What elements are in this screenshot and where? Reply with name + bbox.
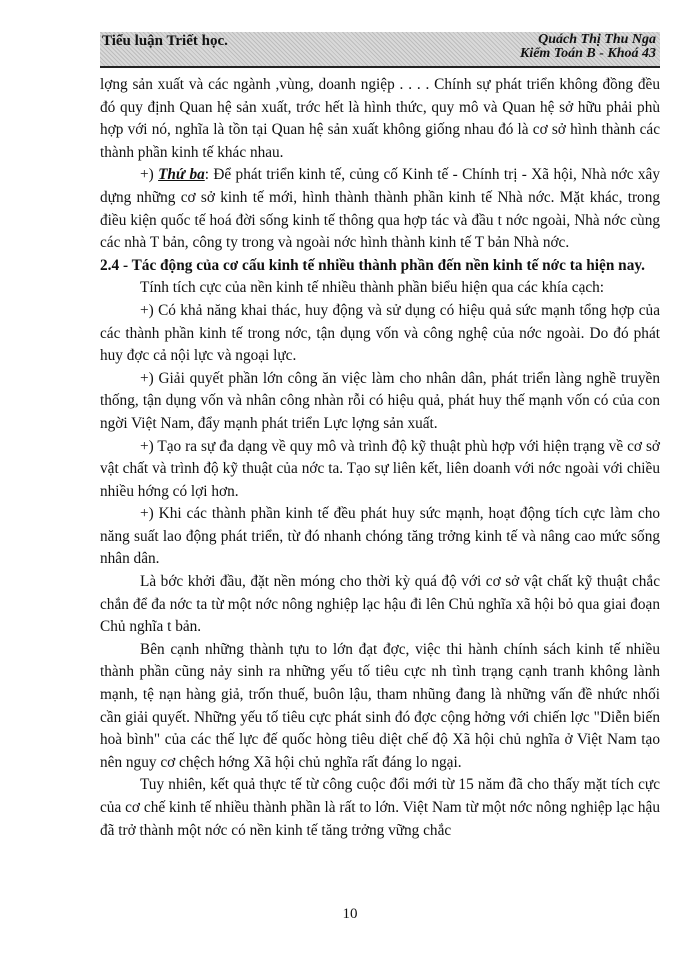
- paragraph: Bên cạnh những thành tựu to lớn đạt đợc, việc thi hành chính sách kinh tế nhiều thành phần cũng nảy sinh ra những yếu tố tiêu cực nh tình trạng cạnh tranh không lành mạnh, tệ nạn hàng giả, trốn thuế, buôn lậu, tham nhũng đang là những vấn đề nhức nhối cần giải quyết. Những yếu tố tiêu cực phát sinh đó đợc cộng hởng với chiến lợc "Diễn biến hoà bình" của các thế lực đế quốc hòng tiêu diệt chế độ Xã hội chủ nghĩa ở Việt Nam tạo nên nguy cơ chệch hớng Xã hội chủ nghĩa rất đáng lo ngại.: [100, 640, 660, 771]
- paragraph: +) Tạo ra sự đa dạng về quy mô và trình độ kỹ thuật phù hợp với hiện trạng về cơ sở vật chất và trình độ kỹ thuật của nớc ta. Tạo sự liên kết, liên doanh với nớc ngoài với chiều nhiều hớng có lợi hơn.: [100, 437, 660, 500]
- paragraph-text: : Để phát triển kinh tế, củng cố Kinh tế - Chính trị - Xã hội, Nhà nớc xây dựng những cơ sở kinh tế mới, hình thành thành phần kinh tế Nhà nớc. Mặt khác, trong điều kiện quốc tế hoá đời sống kinh tế thông qua hợp tác và đầu t nớc ngoài, Nhà nớc cùng các nhà T bản, công ty trong và ngoài nớc hình thành kinh tế T bản Nhà nớc.: [100, 166, 660, 252]
- document-body: [100, 74, 660, 842]
- header-author-class: Kiểm Toán B - Khoá 43: [519, 46, 656, 61]
- paragraph: Là bớc khởi đầu, đặt nền móng cho thời kỳ quá độ với cơ sở vật chất kỹ thuật chắc chắn để đa nớc ta từ một nớc nông nghiệp lạc hậu đi lên Chủ nghĩa xã hội bỏ qua giai đoạn Chủ nghĩa t bản.: [100, 573, 660, 636]
- paragraph: +) Có khả năng khai thác, huy động và sử dụng có hiệu quả sức mạnh tổng hợp của các thành phần kinh tế trong nớc, tận dụng vốn và công nghệ của nớc ngoài. Do đó phát huy đợc cả nội lực và ngoại lực.: [100, 301, 660, 365]
- header-author-name: Quách Thị Thu Nga: [538, 32, 656, 47]
- page-header: [100, 32, 660, 68]
- emphasis-term: Thứ ba: [158, 166, 205, 184]
- page-number: 10: [342, 906, 358, 922]
- header-title: Tiểu luận Triết học.: [102, 33, 228, 49]
- paragraph-prefix: +): [140, 166, 159, 184]
- paragraph: +) Khi các thành phần kinh tế đều phát huy sức mạnh, hoạt động tích cực làm cho năng suất lao động phát triển, từ đó nhanh chóng tăng trởng kinh tế và nâng cao mức sống nhân dân.: [100, 505, 660, 568]
- paragraph: [100, 164, 660, 254]
- paragraph: +) Giải quyết phần lớn công ăn việc làm cho nhân dân, phát triển làng nghề truyền thống, tận dụng vốn và nhân công nhàn rỗi có hiệu quả, phát huy thế mạnh vốn có của con ngời Việt Nam, đẩy mạnh phát triển Lực lợng sản xuất.: [100, 369, 660, 432]
- section-heading: 2.4 - Tác động của cơ cấu kinh tế nhiều thành phần đến nền kinh tế nớc ta hiện nay.: [100, 256, 645, 274]
- paragraph: lợng sản xuất và các ngành ,vùng, doanh ngiệp . . . . Chính sự phát triển không đồng đều đó quy định Quan hệ sản xuất, trớc hết là hình thức, quy mô và Quan hệ sở hữu phải phù hợp với nó, nghĩa là tồn tại Quan hệ sản xuất không giống nhau đó là cơ sở hình thành các thành phần kinh tế khác nhau.: [100, 76, 660, 161]
- paragraph: Tính tích cực của nền kinh tế nhiều thành phần biểu hiện qua các khía cạch:: [140, 279, 605, 297]
- header-author: [520, 33, 656, 61]
- paragraph: Tuy nhiên, kết quả thực tế từ công cuộc đổi mới từ 15 năm đã cho thấy mặt tích cực của cơ chế kinh tế nhiều thành phần là rất to lớn. Việt Nam từ một nớc nông nghiệp lạc hậu đã trở thành một nớc có nền kinh tế tăng trởng vững chắc: [100, 776, 660, 839]
